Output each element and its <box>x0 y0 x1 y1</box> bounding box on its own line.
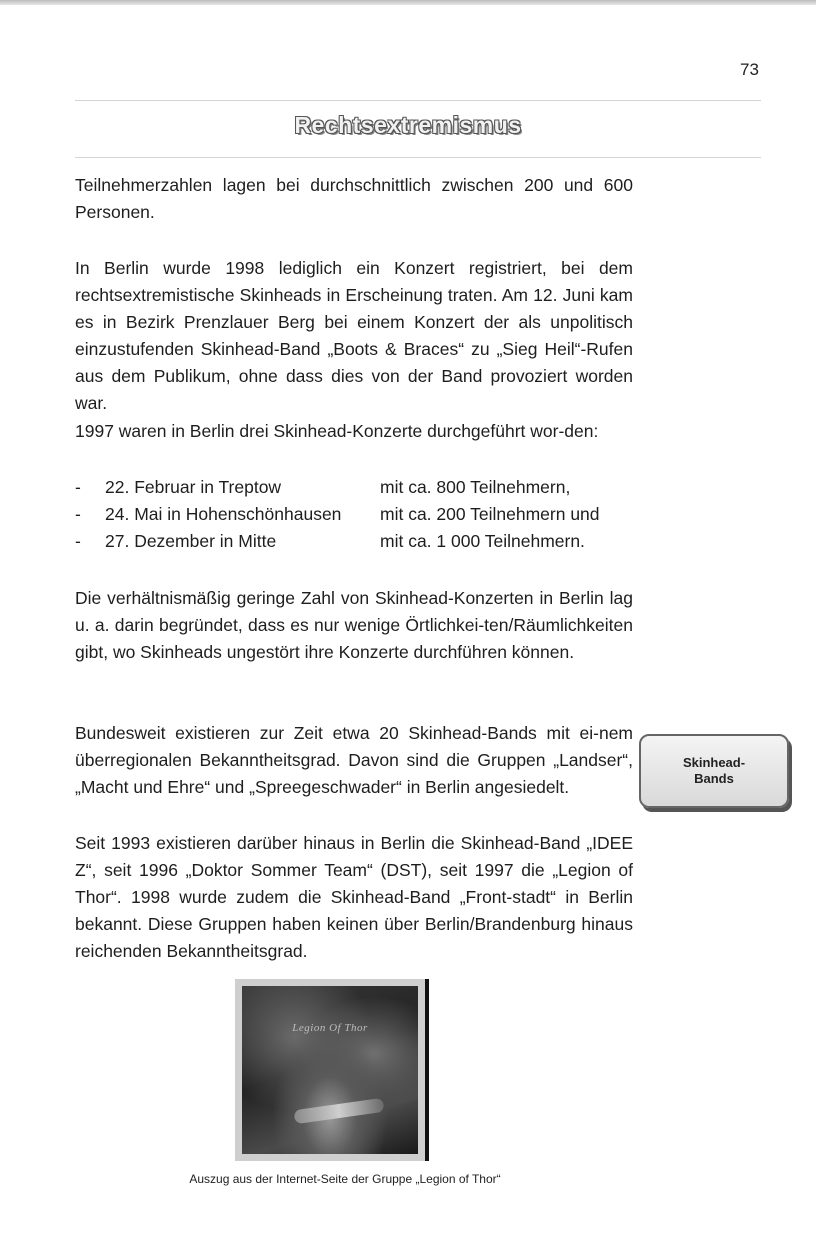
concert-date-location: 27. Dezember in Mitte <box>105 531 277 551</box>
paragraph-concerts-1997: 1997 waren in Berlin drei Skinhead-Konzerte durchgeführt wor-den: <box>75 421 599 441</box>
album-cover-figure <box>235 979 429 1161</box>
margin-keyword-box <box>639 734 789 808</box>
margin-keyword-line-1: Skinhead- <box>682 755 746 770</box>
concert-list <box>75 474 655 555</box>
margin-keyword-line-2: Bands <box>694 771 734 786</box>
list-dash: - <box>75 504 81 524</box>
album-cover-image <box>242 986 418 1154</box>
paragraph-bands-berlin: Seit 1993 existieren darüber hinaus in Berlin die Skinhead-Band „IDEE Z“, seit 1996 „Doktor Sommer Team“ (DST), seit 1997 die „Legion of Thor“. 1998 wurde zudem die Skinhead-Band „Front-stadt“ in Berlin bekannt. Diese Gruppen haben keinen über Berlin/Brandenburg hinaus reichenden Bekanntheitsgrad. <box>75 833 633 961</box>
concert-date-location: 22. Februar in Treptow <box>105 477 282 497</box>
scan-top-edge <box>0 0 816 5</box>
concert-participants: mit ca. 200 Teilnehmern und <box>380 504 600 524</box>
list-dash: - <box>75 531 81 551</box>
figure-caption: Auszug aus der Internet-Seite der Gruppe „Legion of Thor“ <box>189 1172 501 1186</box>
page-number: 73 <box>740 60 759 79</box>
list-item <box>75 474 655 501</box>
album-cover-title: Legion Of Thor <box>292 1022 368 1034</box>
paragraph-participants: Teilnehmerzahlen lagen bei durchschnittlich zwischen 200 und 600 Personen. <box>75 175 633 222</box>
list-item <box>75 501 655 528</box>
album-cover-sword <box>293 1098 384 1124</box>
paragraph-few-venues: Die verhältnismäßig geringe Zahl von Skinhead-Konzerten in Berlin lag u. a. darin begründet, dass es nur wenige Örtlichkei-ten/Räumlichkeiten gibt, wo Skinheads ungestört ihre Konzerte durchführen können. <box>75 588 633 662</box>
list-item <box>75 528 655 555</box>
paragraph-bands-nationwide: Bundesweit existieren zur Zeit etwa 20 Skinhead-Bands mit ei-nem überregionalen Bekanntheitsgrad. Davon sind die Gruppen „Landser“, „Macht und Ehre“ und „Spreegeschwader“ in Berlin angesiedelt. <box>75 723 633 797</box>
concert-participants: mit ca. 800 Teilnehmern, <box>380 477 571 497</box>
list-dash: - <box>75 477 81 497</box>
concert-date-location: 24. Mai in Hohenschönhausen <box>105 504 342 524</box>
header-rule-top <box>75 100 761 101</box>
header-rule-bottom <box>75 157 761 158</box>
page-header-title: Rechtsextremismus <box>294 112 522 138</box>
concert-participants: mit ca. 1 000 Teilnehmern. <box>380 531 585 551</box>
paragraph-concert-1998: In Berlin wurde 1998 lediglich ein Konzert registriert, bei dem rechtsextremistische Skinheads in Erscheinung traten. Am 12. Juni kam es in Bezirk Prenzlauer Berg bei einem Konzert der als unpolitisch einzustufenden Skinhead-Band „Boots & Braces“ zu „Sieg Heil“-Rufen aus dem Publikum, ohne dass dies von der Band provoziert worden war. <box>75 258 633 413</box>
